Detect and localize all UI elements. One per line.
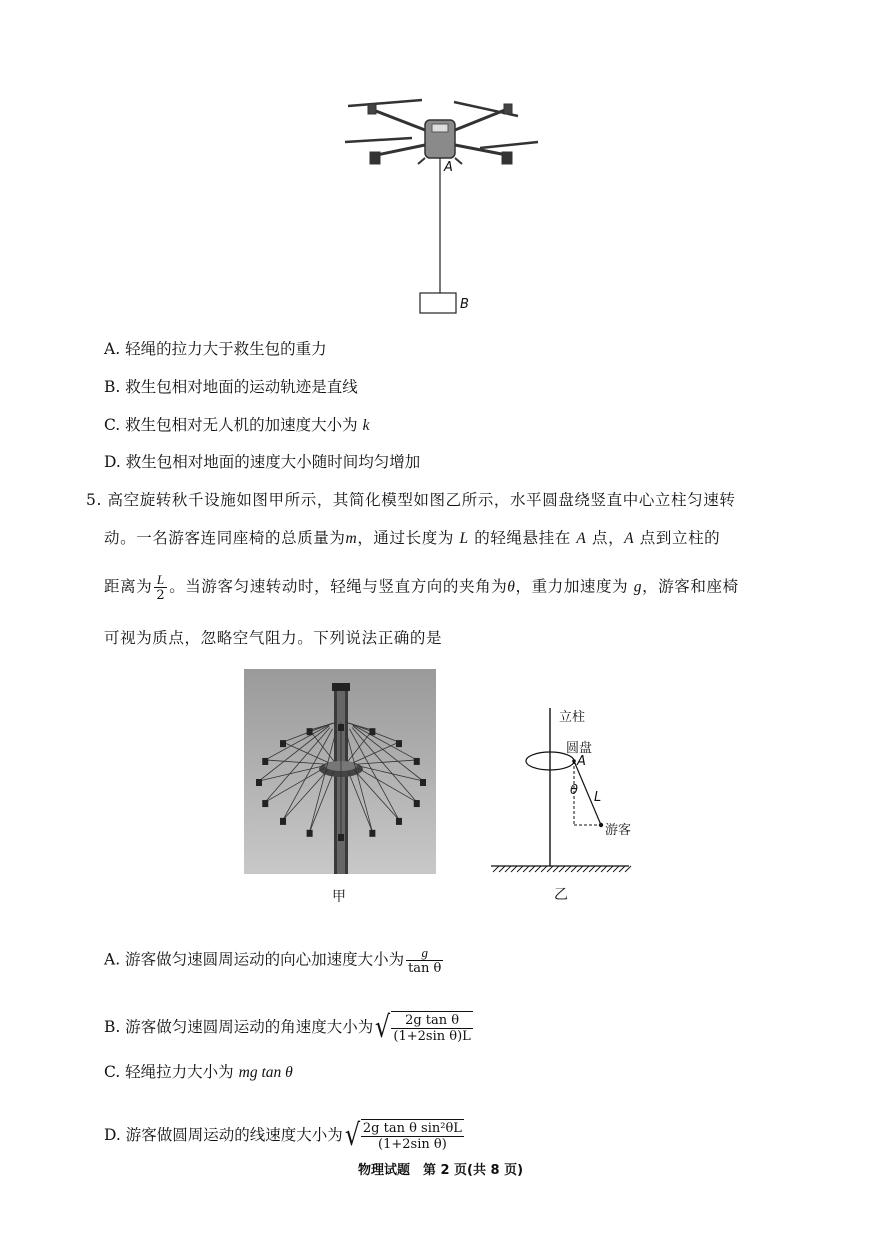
stem-text: 高空旋转秋千设施如图甲所示，其简化模型如图乙所示，水平圆盘绕竖直中心立柱匀速转	[107, 491, 736, 509]
fraction-denominator: tan θ	[408, 961, 442, 976]
option-text: 游客做匀速圆周运动的向心加速度大小为	[125, 950, 405, 969]
sqrt-expression: √ $\frac{\text{2g tan θ}}{\text{(1+2sin θ)L}}$	[375, 1010, 471, 1045]
label-pillar: 立柱	[559, 710, 586, 725]
label-theta: θ	[570, 783, 578, 798]
label-l: L	[594, 790, 602, 805]
var-theta: θ	[507, 578, 516, 596]
tourist-point	[599, 823, 603, 827]
label-a: A	[577, 754, 586, 769]
q4-option-c	[104, 415, 370, 436]
var-l: L	[459, 530, 469, 547]
option-text: 救生包相对地面的运动轨迹是直线	[125, 378, 358, 396]
swing-model-diagram	[485, 704, 635, 876]
stem-text: 。当游客匀速转动时，轻绳与竖直方向的夹角为	[169, 577, 508, 596]
stem-text: 可视为质点，忽略空气阻力。下列说法正确的是	[104, 629, 443, 647]
question-number: 5.	[86, 491, 102, 509]
option-expression: mg tan θ	[238, 1064, 293, 1081]
label-point-b: B	[460, 297, 469, 312]
fraction-denominator: (1+2sin θ)L	[393, 1029, 471, 1044]
stem-text: 动。一名游客连同座椅的总质量为	[104, 529, 346, 547]
caption-left: 甲	[332, 889, 346, 905]
option-text: 救生包相对无人机的加速度大小为	[125, 416, 358, 434]
fraction-numerator: 2g tan θ sin²θL	[362, 1121, 462, 1136]
stem-text: 点到立柱的	[639, 529, 721, 547]
option-letter: A.	[104, 340, 121, 358]
fraction-l-over-2	[154, 572, 167, 603]
rescue-pack-box	[420, 293, 456, 313]
fraction-g-over-tan	[406, 945, 443, 976]
caption-right: 乙	[554, 887, 568, 903]
stem-text: 点，	[591, 529, 625, 547]
fraction-denominator: (1+2sin θ)	[361, 1136, 464, 1152]
q5-line-3	[104, 572, 739, 603]
q5-option-d	[104, 1119, 464, 1153]
q5-option-b	[104, 1011, 473, 1045]
option-text: 游客做圆周运动的线速度大小为	[125, 1126, 343, 1144]
option-text: 轻绳拉力大小为	[125, 1063, 234, 1081]
stem-text: ，重力加速度为	[515, 577, 629, 596]
option-text: 轻绳的拉力大于救生包的重力	[125, 340, 327, 358]
var-a: A	[576, 530, 587, 547]
var-g: g	[633, 578, 643, 596]
swing-ride-photo	[244, 669, 436, 874]
stem-text: 距离为	[104, 577, 153, 596]
label-tourist: 游客	[605, 823, 632, 838]
option-letter: C.	[104, 416, 121, 434]
option-var: k	[362, 417, 370, 434]
q5-line-1	[86, 490, 735, 510]
q4-option-b	[104, 377, 358, 397]
option-letter: D.	[104, 1126, 121, 1144]
fraction-numerator: L	[156, 572, 165, 587]
stem-text: ，通过长度为	[357, 529, 454, 547]
label-disk: 圆盘	[566, 741, 593, 756]
option-text: 游客做匀速圆周运动的角速度大小为	[125, 1018, 374, 1036]
option-letter: C.	[104, 1063, 121, 1081]
drone-icon	[345, 100, 538, 164]
q4-option-a	[104, 339, 327, 359]
option-text: 救生包相对地面的速度大小随时间均匀增加	[125, 453, 421, 471]
sqrt-expression: √ $\frac{\text{2g tan θ sin²θL}}{\text{(1+2sin θ)}}$	[344, 1118, 462, 1153]
fraction-numerator: 2g tan θ	[405, 1013, 460, 1028]
var-m: m	[345, 530, 358, 547]
q5-option-a	[104, 945, 445, 976]
label-point-a: A	[444, 160, 453, 175]
fraction-denominator: 2	[156, 588, 166, 603]
q5-option-c	[104, 1062, 293, 1083]
option-letter: B.	[104, 378, 121, 396]
stem-text: ，游客和座椅	[642, 577, 739, 596]
drone-figure	[330, 90, 560, 325]
q5-line-4	[104, 628, 442, 648]
stem-text: 的轻绳悬挂在	[474, 529, 571, 547]
q5-line-2	[104, 528, 720, 549]
option-letter: A.	[104, 950, 121, 969]
option-letter: D.	[104, 453, 121, 471]
page-footer: 物理试题 第 2 页(共 8 页)	[357, 1163, 524, 1178]
q4-option-d	[104, 452, 420, 472]
var-a: A	[624, 530, 635, 547]
option-letter: B.	[104, 1018, 121, 1036]
fraction-numerator: g	[421, 945, 428, 960]
